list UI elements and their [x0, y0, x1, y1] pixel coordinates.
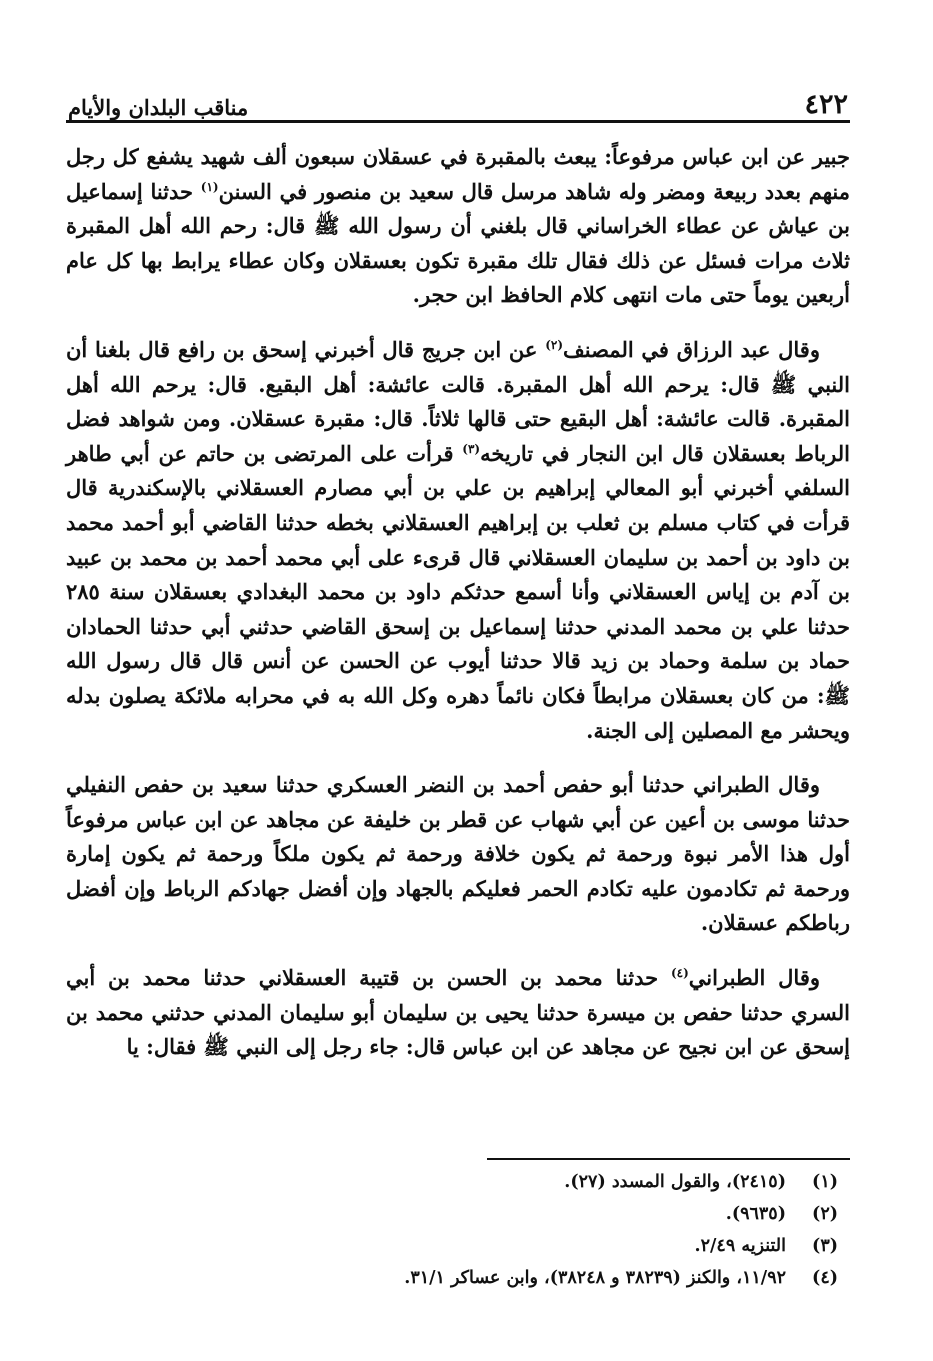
footnote-mark: (٢) [812, 1204, 838, 1224]
paragraph [66, 140, 850, 313]
footnote-ref[interactable]: (٤) [670, 966, 689, 981]
footnotes [66, 1166, 838, 1294]
paragraph [66, 768, 850, 941]
text-run: عن ابن جريج قال أخبرني إسحق بن رافع قال بلغنا أن النبي ﷺ قال: يرحم الله أهل المقبرة. قالت عائشة: أهل البقيع. قال: يرحم الله أهل المقبرة. قالت عائشة: أهل البقيع حتى قالها ثلاثاً. قال: مقبرة عسقلان. ومن شواهد فضل الرباط بعسقلان قال ابن النجار في تاريخه [66, 336, 850, 466]
footnote-mark: (١) [812, 1172, 838, 1192]
text-run: قرأت على المرتضى بن حاتم عن أبي طاهر السلفي أخبرني أبو المعالي إبراهيم بن علي بن أبي مصارم العسقلاني بالإسكندرية قال قرأت في كتاب مسلم بن ثعلب بن إبراهيم العسقلاني بخطه حدثنا القاضي أبو أحمد محمد بن داود بن أحمد بن سليمان العسقلاني قال قرىء على أبي محمد أحمد بن محمد بن عبيد بن آدم بن إياس العسقلاني وأنا أسمع حدثكم داود بن محمد البغدادي بعسقلان سنة ٢٨٥ حدثنا علي بن محمد المدني حدثنا إسماعيل بن إسحق القاضي حدثني أبي حدثنا الحمادان حماد بن سلمة وحماد بن زيد قالا حدثنا أيوب عن الحسن عن أنس قال قال رسول الله ﷺ: من كان بعسقلان مرابطاً فكان نائماً دهره وكل الله به في محرابه ملائكة يصلون بدله ويحشر مع المصلين إلى الجنة. [66, 440, 850, 743]
footnote-text: التنزيه ٢/٤٩. [694, 1236, 786, 1256]
footnote-text: (٩٦٣٥). [725, 1204, 786, 1224]
footnote-text: (٢٤١٥)، والقول المسدد (٢٧). [564, 1172, 786, 1192]
text-run: حدثنا إسماعيل بن عياش عن عطاء الخراساني قال بلغني أن رسول الله ﷺ قال: رحم الله أهل المقبرة ثلاث مرات فسئل عن ذلك فقال تلك مقبرة تكون بعسقلان وكان عطاء يرابط بها كل عام أربعين يوماً حتى مات انتهى كلام الحافظ ابن حجر. [66, 178, 851, 308]
text-run: حدثنا محمد بن الحسن بن قتيبة العسقلاني حدثنا محمد بن أبي السري حدثنا حفص بن ميسرة حدثنا يحيى بن سليمان أبو سليمان المدني حدثني محمد بن إسحق عن ابن نجيح عن مجاهد عن ابن عباس قال: جاء رجل إلى النبي ﷺ فقال: يا [66, 965, 850, 1060]
footnote-item [66, 1230, 838, 1262]
footnote-separator [487, 1158, 850, 1160]
footnote-text: ١١/٩٢، والكنز (٣٨٢٣٩ و ٣٨٢٤٨)، وابن عساكر ٣١/١. [404, 1268, 786, 1288]
paragraph [66, 333, 850, 748]
page-header [68, 78, 848, 118]
footnote-item [66, 1262, 838, 1294]
text-run: وقال عبد الرزاق في المصنف [563, 336, 820, 362]
text-run: وقال الطبراني حدثنا أبو حفص أحمد بن النضر العسكري حدثنا سعيد بن حفص النفيلي حدثنا موسى بن أعين عن أبي شهاب عن قطر بن خليفة عن مجاهد عن ابن عباس مرفوعاً أول هذا الأمر نبوة ورحمة ثم يكون خلافة ورحمة ثم يكون ملكاً ورحمة ثم يكون إمارة ورحمة ثم تكادمون عليه تكادم الحمر فعليكم بالجهاد وإن أفضل جهادكم الرباط وإن أفضل رباطكم عسقلان. [66, 772, 850, 936]
footnote-mark: (٤) [812, 1268, 838, 1288]
main-text [66, 140, 850, 1085]
text-run: وقال الطبراني [688, 965, 820, 991]
footnote-mark: (٣) [812, 1236, 838, 1256]
paragraph [66, 961, 850, 1065]
text-run: جبير عن ابن عباس مرفوعاً: يبعث بالمقبرة في عسقلان سبعون ألف شهيد يشفع كل رجل منهم بعدد ربيعة ومضر وله شاهد مرسل قال سعيد بن منصور في السنن [66, 144, 850, 204]
footnote-ref[interactable]: (٣) [462, 441, 481, 456]
footnote-item [66, 1166, 838, 1198]
footnote-item [66, 1198, 838, 1230]
header-rule [66, 120, 850, 123]
page-number: ٤٢٢ [804, 89, 848, 120]
footnote-ref[interactable]: (٢) [545, 337, 564, 352]
footnote-ref[interactable]: (١) [200, 179, 219, 194]
running-title: مناقب البلدان والأيام [68, 95, 249, 120]
